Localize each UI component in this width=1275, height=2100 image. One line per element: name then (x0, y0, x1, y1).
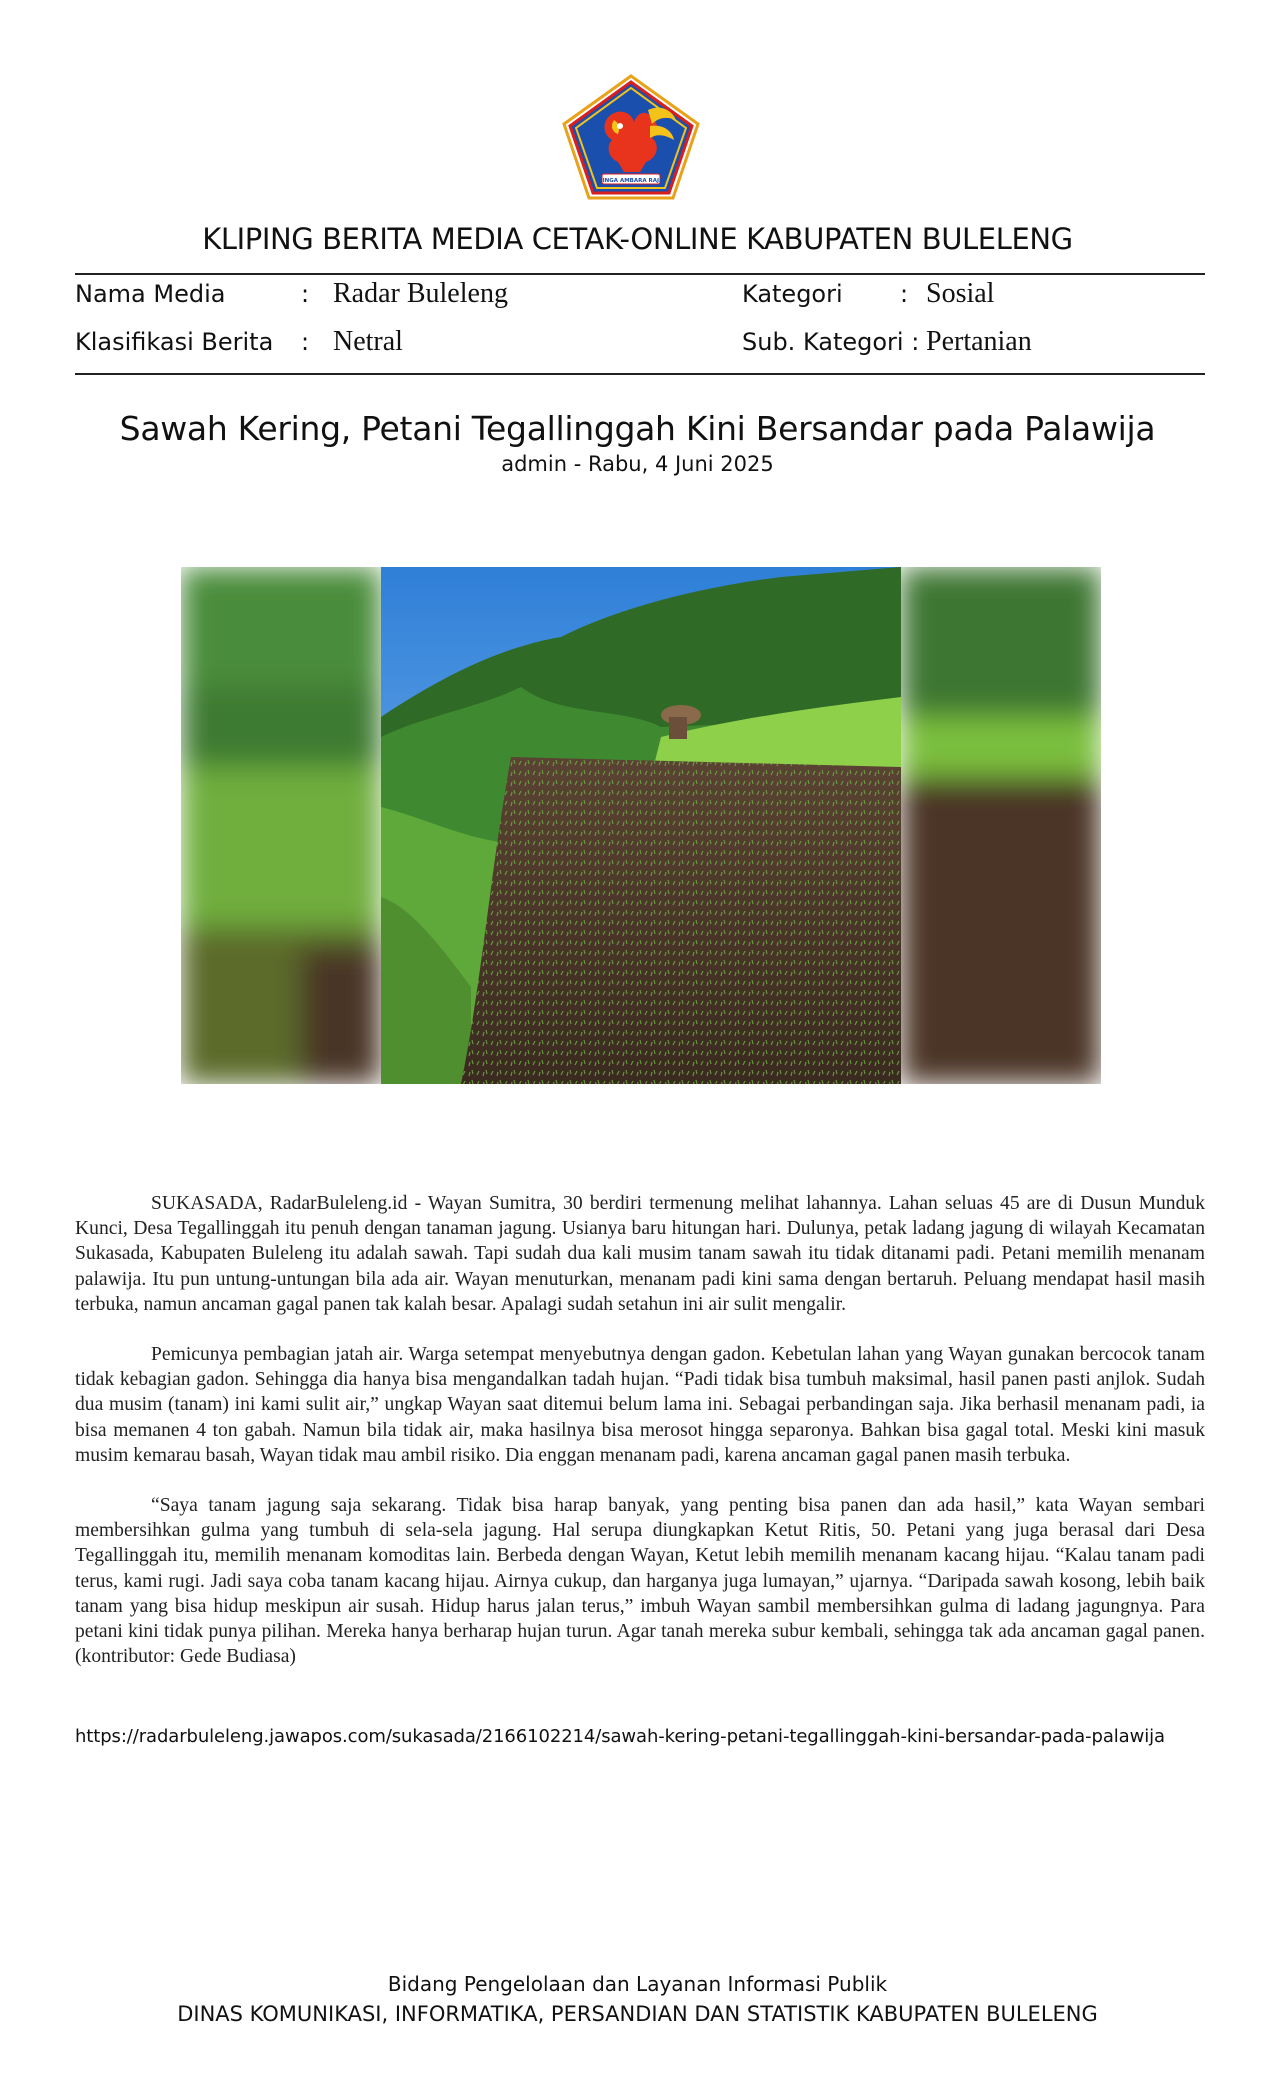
article-photo (181, 567, 1101, 1084)
media-value: Radar Buleleng (333, 278, 508, 309)
article-body (75, 1191, 1205, 1694)
article-paragraph: “Saya tanam jagung saja sekarang. Tidak bisa harap banyak, yang penting bisa panen dan ada hasil,” kata Wayan sembari membersihkan gulma yang tumbuh di sela-sela jagung. Hal serupa diungkapkan Ketut Ritis, 50. Petani yang juga berasal dari Desa Tegallinggah itu, memilih menanam komoditas lain. Berbeda dengan Wayan, Ketut lebih memilih menanam kacang hijau. “Kalau tanam padi terus, kami rugi. Jadi saya coba tanam kacang hijau. Airnya cukup, dan harganya juga lumayan,” ujarnya. “Daripada sawah kosong, lebih baik tanam yang bisa hidup meskipun air susah. Hidup harus jalan terus,” imbuh Wayan sambil membersihkan gulma di ladang jagungnya. Para petani kini tidak punya pilihan. Mereka hanya berharap hujan turun. Agar tanah mereka subur kembali, sehingga tak ada ancaman gagal panen. (kontributor: Gede Budiasa) (75, 1495, 1205, 1668)
kategori-value: Sosial (926, 278, 995, 309)
media-colon: : (301, 280, 310, 308)
article-paragraph: SUKASADA, RadarBuleleng.id - Wayan Sumitra, 30 berdiri termenung melihat lahannya. Lahan seluas 45 are di Dusun Munduk Kunci, Desa Tegallinggah itu penuh dengan tanaman jagung. Usianya baru hitungan hari. Dulunya, petak ladang jagung di wilayah Kecamatan Sukasada, Kabupaten Buleleng itu adalah sawah. Tapi sudah dua kali musim tanam sawah itu tidak ditanami padi. Petani memilih menanam palawija. Itu pun untung-untungan bila ada air. Wayan menuturkan, menanam padi kini sama dengan bertaruh. Peluang mendapat hasil masih terbuka, namun ancaman gagal panen tak kalah besar. Apalagi sudah setahun ini air sulit mengalir. (75, 1193, 1205, 1315)
footer-agency: DINAS KOMUNIKASI, INFORMATIKA, PERSANDIAN DAN STATISTIK KABUPATEN BULELENG (177, 2002, 1098, 2026)
article-paragraph: Pemicunya pembagian jatah air. Warga setempat menyebutnya dengan gadon. Kebetulan lahan yang Wayan gunakan bercocok tanam tidak kebagian gadon. Sehingga dia hanya bisa mengandalkan tadah hujan. “Padi tidak bisa tumbuh maksimal, hasil panen pasti anjlok. Sudah dua musim (tanam) ini kami sulit air,” ungkap Wayan saat ditemui belum lama ini. Sebagai perbandingan saja. Jika berhasil menanam padi, ia bisa memanen 4 ton gabah. Namun bila tidak air, maka hasilnya bisa merosot hingga separonya. Bahkan bisa gagal total. Meski kini masuk musim kemarau basah, Wayan tidak mau ambil risiko. Dia enggan menanam padi, karena ancaman gagal panen masih terbuka. (75, 1344, 1205, 1466)
buleleng-crest-icon (562, 74, 700, 200)
klasifikasi-label: Klasifikasi Berita (75, 328, 274, 356)
footer-division: Bidang Pengelolaan dan Layanan Informasi Publik (387, 1972, 888, 1996)
article-byline: admin - Rabu, 4 Juni 2025 (501, 452, 774, 476)
crest-motto: SINGA AMBARA RAJA (598, 178, 664, 184)
article-title: Sawah Kering, Petani Tegallinggah Kini Bersandar pada Palawija (119, 409, 1156, 448)
kategori-colon: : (900, 280, 909, 308)
klasifikasi-value: Netral (333, 326, 403, 357)
header-divider (75, 273, 1205, 275)
media-label: Nama Media (75, 280, 226, 308)
klasifikasi-colon: : (301, 328, 310, 356)
subkategori-label: Sub. Kategori : (742, 328, 920, 356)
clipping-header-title: KLIPING BERITA MEDIA CETAK-ONLINE KABUPATEN BULELENG (202, 222, 1073, 256)
meta-divider (75, 373, 1205, 375)
kategori-label: Kategori (742, 280, 843, 308)
subkategori-value: Pertanian (926, 326, 1032, 357)
article-source-url[interactable]: https://radarbuleleng.jawapos.com/sukasada/2166102214/sawah-kering-petani-tegallinggah-kini-bersandar-pada-palawija (75, 1726, 1165, 1747)
